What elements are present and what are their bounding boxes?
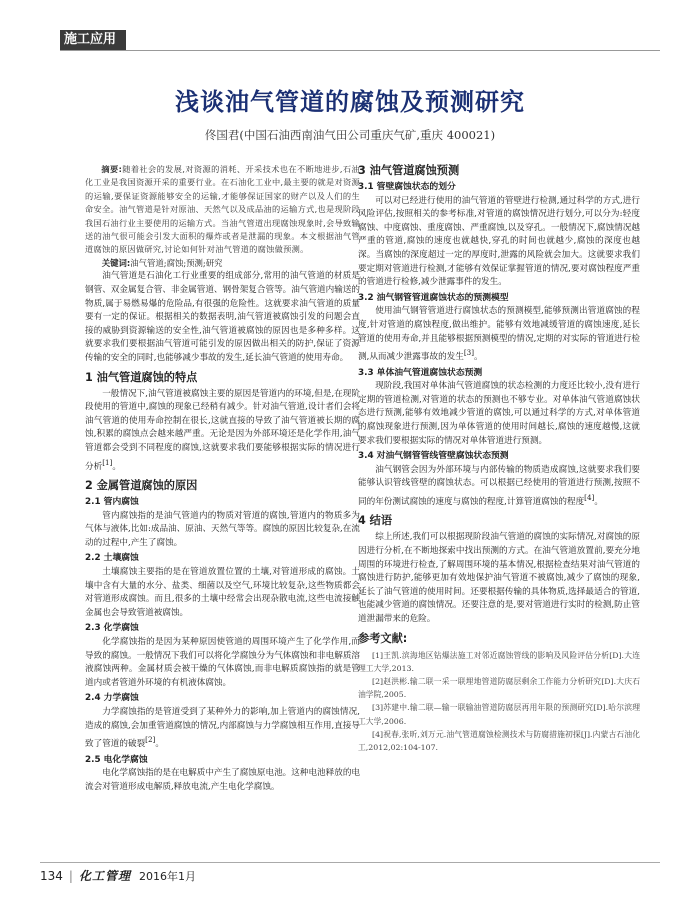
section-2-3-text: 化学腐蚀指的是因为某种原因使管道的周围环境产生了化学作用,而导致的腐蚀。一般情况下我们可以将化学腐蚀分为气体腐蚀和非电解质溶液腐蚀两种。金属材质会被干燥的气体腐蚀,而非电解质腐蚀指的就是管道内或者管道外环境的有机液体腐蚀。: [85, 636, 361, 688]
reference-item: [1]王凯.滨海地区钻爆法施工对邻近腐蚀管线的影响及风险评估分析[D].大连理工大学,2013.: [358, 650, 640, 673]
section-3-1-text: 可以对已经进行使用的油气管道的管壁进行检测,通过科学的方式,进行风险评估,按照相关的参考标准,对管道的腐蚀情况进行划分,可以分为:轻度腐蚀、中度腐蚀、重度腐蚀、严重腐蚀,以及穿孔。一般情况下,腐蚀情况越严重的管道,腐蚀的速度也就越快,穿孔的时间也就越少,腐蚀的深度也越深。当腐蚀的深度超过一定的厚度时,泄露的风险就会加大。这就要求我们要定期对管道进行检测,才能够有效保证掌握管道的情况,要对腐蚀程度严重的管道进行检修,减少泄露事件的发生。: [358, 195, 640, 288]
section-3-1-heading: 3.1 管壁腐蚀状态的划分: [358, 182, 456, 192]
section-tag: 施工应用: [60, 30, 126, 50]
keywords: [85, 257, 360, 271]
section-4-heading: 4 结语: [358, 514, 393, 528]
section-3-4-body: 油气钢管会因为外部环境与内部传输的物质造成腐蚀,这就要求我们要能够认识管线管壁的腐蚀状态。可以根据已经使用的管道进行预测,按照不同的年份测试腐蚀的速度与腐蚀的程度,计算管道腐蚀的程度: [358, 464, 640, 507]
left-column: [85, 163, 360, 794]
section-2-4-body: 力学腐蚀指的是管道受到了某种外力的影响,加上管道内的腐蚀情况,造成的腐蚀,会加重管道腐蚀的情况,内部腐蚀与力学腐蚀相互作用,直接导致了管道的破裂: [85, 706, 360, 749]
section-3-3-heading: 3.3 单体油气管道腐蚀状态预测: [358, 367, 483, 378]
section-2-5-text: 电化学腐蚀指的是在电解质中产生了腐蚀原电池。这种电池释放的电流会对管道形成电解质,释放电流,产生电化学腐蚀。: [85, 768, 361, 792]
ref-mark-2: [2]: [145, 735, 156, 745]
section-3-2-heading: 3.2 油气钢管管道腐蚀状态的预测模型: [358, 292, 509, 303]
section-1-end: 。: [112, 461, 121, 472]
reference-item: [4]祝春,张昕,刘万元.油气管道腐蚀检测技术与防腐措施初探[J].内蒙古石油化工,2012,02:104-107.: [358, 729, 640, 752]
section-4-text: 综上所述,我们可以根据现阶段油气管道的腐蚀的实际情况,对腐蚀的原因进行分析,在不断地探索中找出预测的方式。在油气管道放置前,要充分地周围的环境进行检查,了解周围环境的基本情况,根据检查结果对油气管道的腐蚀进行防护,能够更加有效地保护油气管道不被腐蚀,减少了腐蚀的现象,延长了油气管道的使用时间。还要根据传输的具体物质,选择最适合的管道,也能减少管道的腐蚀情况。还要注意的是,要对管道进行实时的检测,防止管道泄漏带来的危险。: [358, 532, 640, 624]
section-2-heading: 2 金属管道腐蚀的原因: [85, 479, 198, 493]
keywords-label: 关键词:: [101, 257, 131, 268]
section-3-4-end: 。: [594, 496, 603, 507]
ref-mark-3: [3]: [463, 348, 474, 358]
reference-item: [2]赵洪彬.输二联一采一联埋地管道防腐层剩余工作能力分析研究[D].大庆石油学院,2005.: [358, 676, 640, 700]
article-title: 浅谈油气管道的腐蚀及预测研究: [175, 88, 525, 116]
footer-separator: |: [68, 869, 73, 883]
reference-list: [358, 649, 640, 755]
section-2-5-heading: 2.5 电化学腐蚀: [85, 754, 148, 765]
right-column: [358, 163, 640, 754]
section-3-3-text: 现阶段,我国对单体油气管道腐蚀的状态检测的力度还比较小,没有进行定期的管道检测,对管道的状态的预测也不够专业。对单体油气管道腐蚀状态进行预测,能够有效地减少管道的腐蚀,可以通过科学的方式,对单体管道的腐蚀现象进行预测,因为单体管道的使用时间越长,腐蚀的速度越慢,这就要求我们要根据实际的情况对单体管道进行预测。: [358, 381, 640, 446]
abstract: [85, 163, 360, 257]
section-3-heading: 3 油气管道腐蚀预测: [358, 164, 460, 177]
reference-item: [3]苏建中.输二联—输一联输油管道防腐层再用年限的预测研究[D].哈尔滨理工大学,2006.: [358, 703, 640, 726]
section-2-4-end: 。: [155, 738, 164, 749]
abstract-text: 随着社会的发展,对资源的消耗、开采技术也在不断地进步,石油化工业是我国资源开采的重要行业。在石油化工业中,最主要的就是对资源的运输,要保证资源能够安全的运输,才能够保证国家的财产以及人们的生命安全。油气管道是针对原油、天然气以及成品油的运输方式,也是现阶段我国石油行业主要使用的运输方式。当油气管道出现腐蚀现象时,会导致输送的油气很可能会引发大面积的爆炸或者是泄漏的现象。本文根据油气管道腐蚀的原因做研究,讨论如何针对油气管道的腐蚀做预测。: [85, 164, 360, 255]
page-footer: [40, 867, 196, 884]
section-3-2-end: 。: [474, 351, 483, 362]
section-2-4-heading: 2.4 力学腐蚀: [85, 693, 139, 704]
section-2-1-text: 管内腐蚀指的是油气管道内的物质对管道的腐蚀,管道内的物质多为气体与液体,比如:成品油、原油、天然气等等。腐蚀的原因比较复杂,在流动的过程中,产生了腐蚀。: [85, 510, 360, 548]
section-3-4-text: [358, 464, 640, 510]
ref-mark-4: [4]: [584, 492, 595, 502]
page-number: 134: [40, 869, 63, 883]
journal-name: 化工管理: [78, 869, 131, 883]
references-heading: 参考文献:: [358, 631, 408, 645]
section-1-body: 一般情况下,油气管道被腐蚀主要的原因是管道内的环境,但是,在现阶段使用的管道中,腐蚀的现象已经稍有减少。针对油气管道,设计者们会将油气管道的使用寿命控制在很长,这就直接的导致了油气管道被长期的腐蚀,积累的腐蚀点会越来越严重。无论是因为外部环境还是化学作用,油气管道都会受到不同程度的腐蚀,这就要求我们要能够根据实际的情况进行分析: [85, 388, 360, 472]
intro-paragraph: 油气管道是石油化工行业重要的组成部分,常用的油气管道的材质是钢管、双金属复合管、非金属管道、钢骨架复合管等。油气管道内输送的物质,属于易燃易爆的危险品,有很强的危险性。这就要求油气管道的质量要有一定的保证。根据相关的数据表明,油气管道被腐蚀引发的问题会直接的威胁到资源输送的安全性,油气管道被腐蚀的原因也是多种多样。这就要求我们要根据油气管道可能引发的原因做出相关的防护,保证了资源传输的安全的同时,也能够减少事故的发生,延长油气管道的使用寿命。: [85, 271, 361, 363]
section-2-1-heading: 2.1 管内腐蚀: [85, 497, 139, 508]
issue-date: 2016年1月: [138, 870, 196, 883]
footer-rule: [40, 862, 660, 863]
keywords-text: 油气管道;腐蚀;预测;研究: [130, 257, 223, 268]
section-1-heading: 1 油气管道腐蚀的特点: [85, 370, 198, 384]
author-line: 佟国君(中国石油西南油气田公司重庆气矿,重庆 400021): [204, 128, 496, 142]
section-3-2-body: 使用油气钢管管道进行腐蚀状态的预测模型,能够预测出管道腐蚀的程度,针对管道的腐蚀程度,做出维护。能够有效地减缓管道的腐蚀速度,延长管道的使用寿命,并且能够根据预测模型的情况,定期的对实际的管道进行检测,从而减少泄露事故的发生: [358, 306, 640, 362]
section-2-3-heading: 2.3 化学腐蚀: [85, 623, 139, 634]
section-2-2-heading: 2.2 土壤腐蚀: [85, 553, 139, 564]
section-1-text: [85, 388, 360, 474]
header-rule: [60, 50, 660, 51]
section-3-2-text: [358, 305, 640, 364]
section-2-2-text: 土壤腐蚀主要指的是在管道放置位置的土壤,对管道形成的腐蚀。土壤中含有大量的水分、盐类、细菌以及空气,环境比较复杂,这些物质都会对管道形成腐蚀。而且,很多的土壤中经常会出现杂散电流,这些电流接触金属也会导致管道被腐蚀。: [85, 566, 360, 618]
ref-mark-1: [1]: [102, 457, 113, 467]
abstract-label: 摘要:: [101, 164, 123, 174]
section-2-4-text: [85, 706, 360, 752]
section-3-4-heading: 3.4 对油气钢管管线管壁腐蚀状态预测: [358, 451, 509, 462]
